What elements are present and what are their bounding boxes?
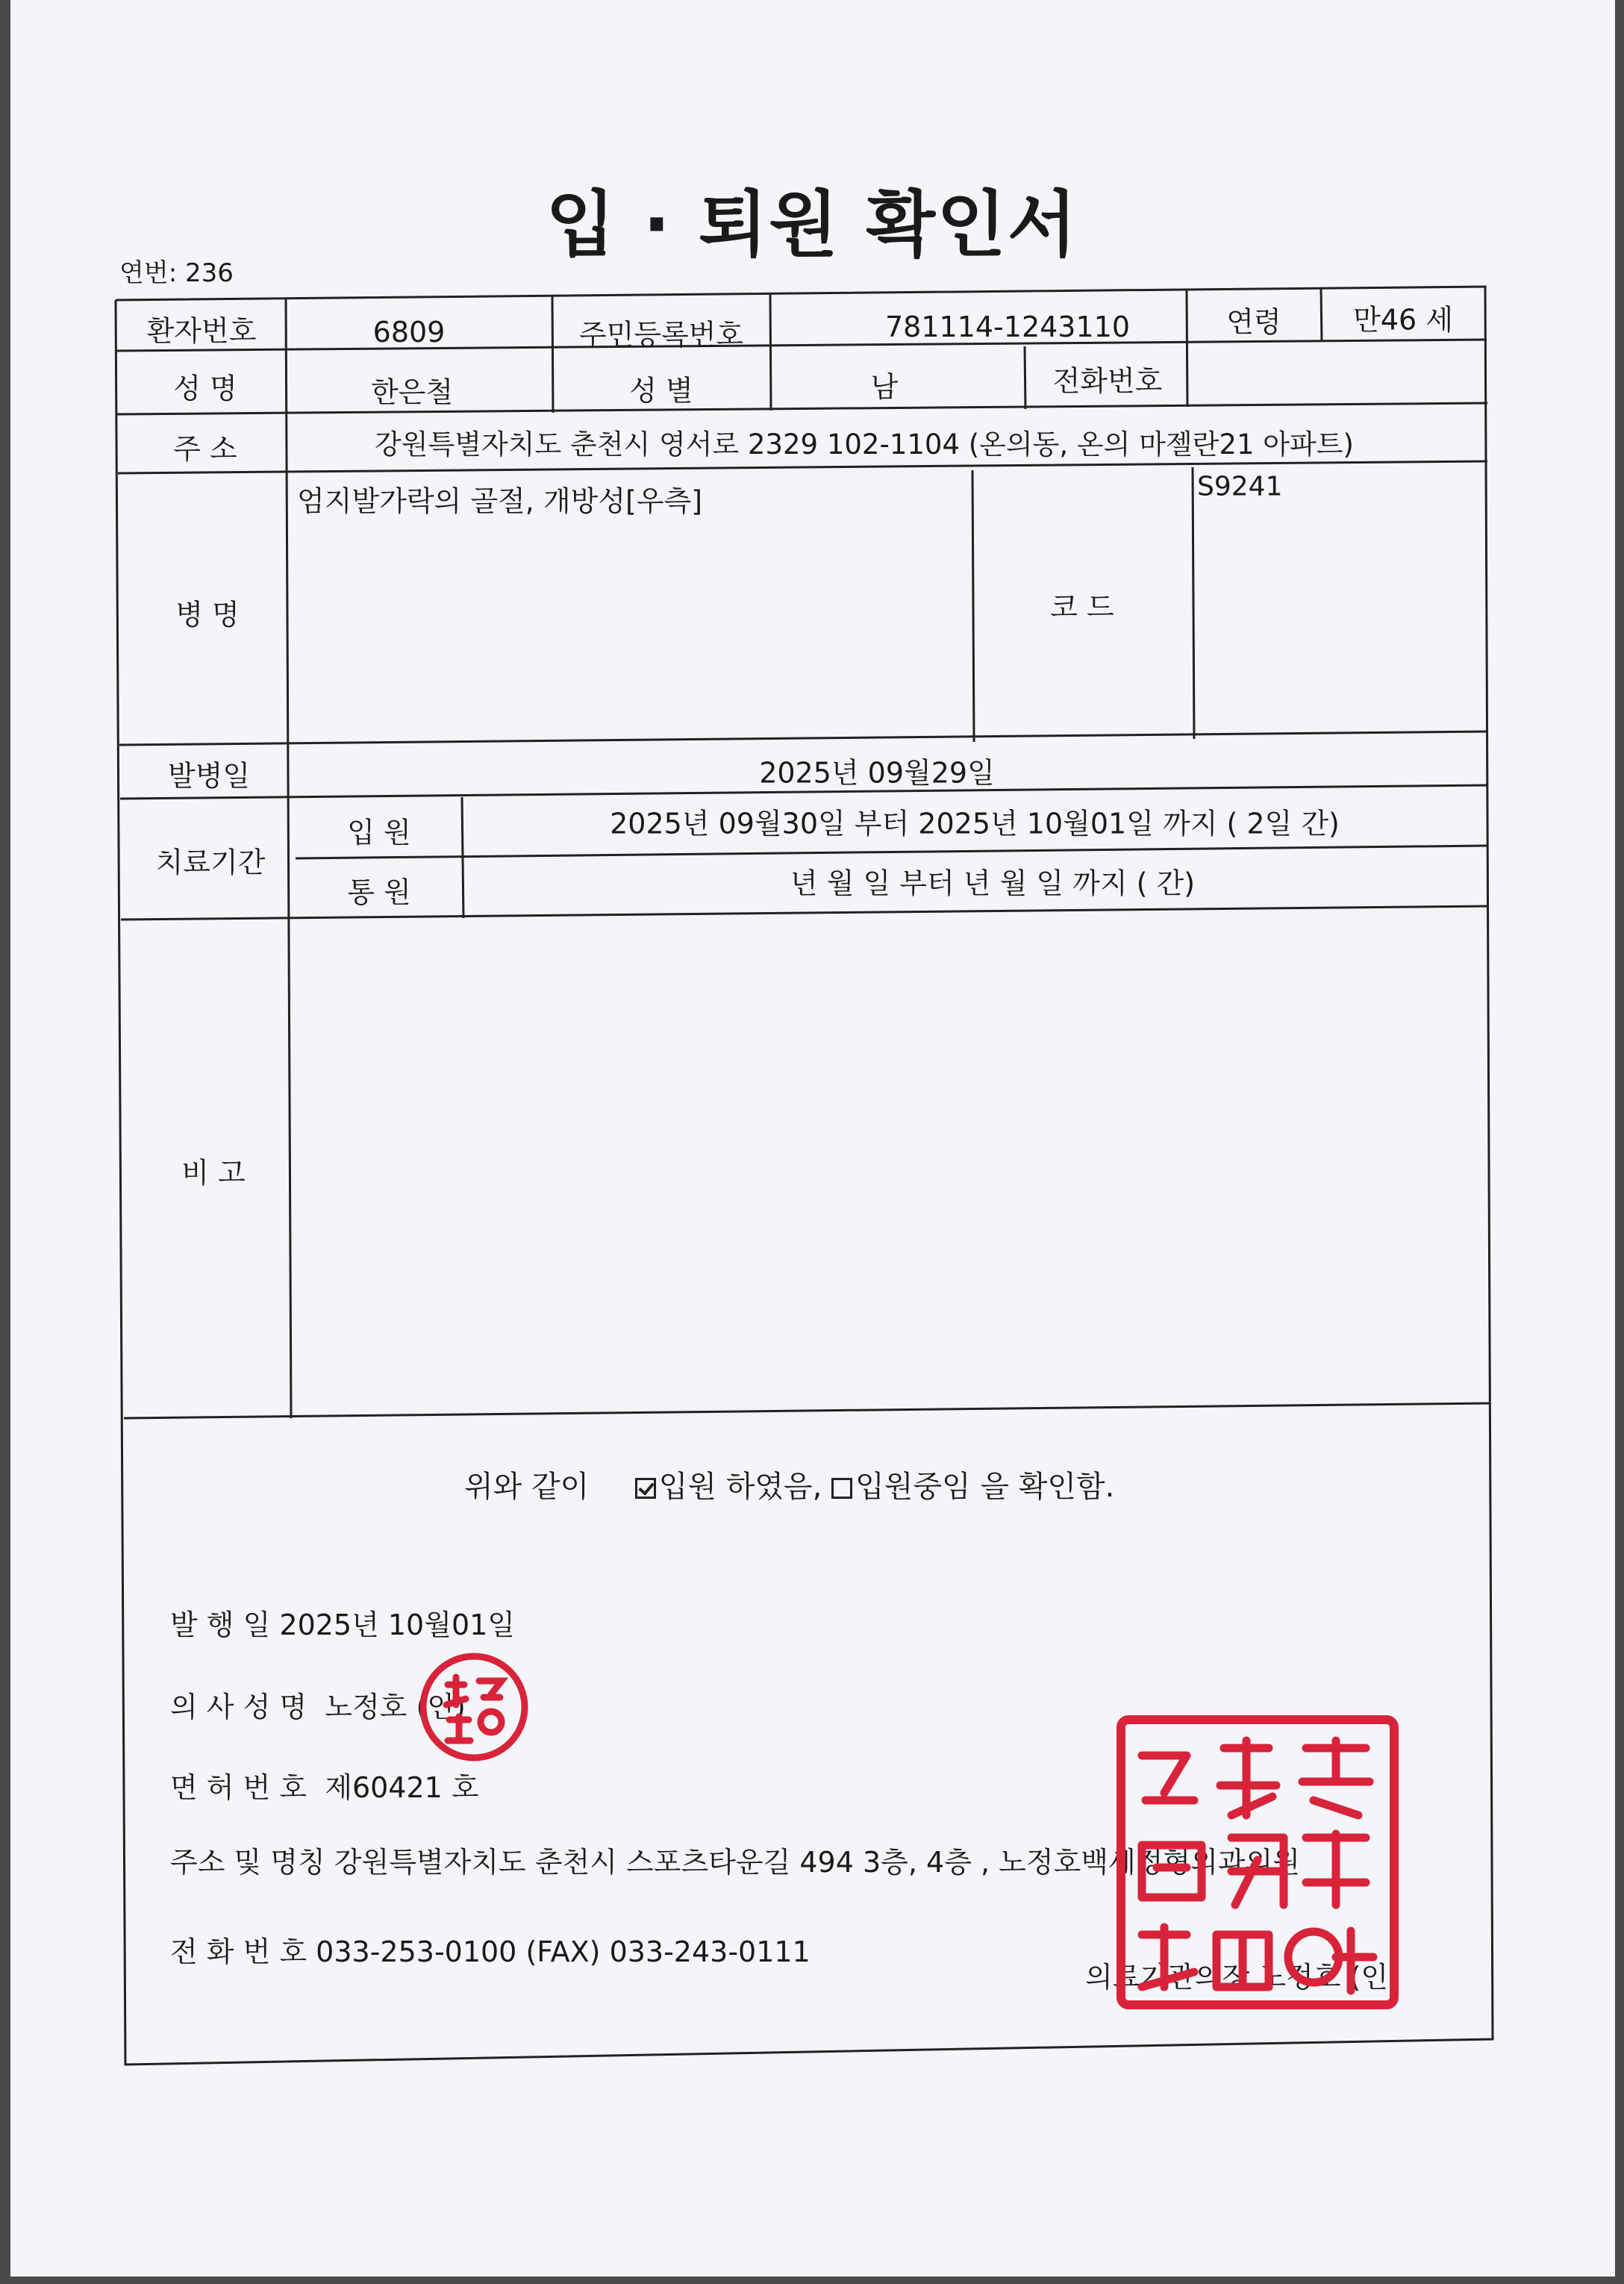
value-diagnosis: 엄지발가락의 골절, 개방성[우측] <box>297 484 703 518</box>
hospital-address-label: 주소 및 명칭 <box>170 1846 325 1879</box>
value-patient-no: 6809 <box>372 316 446 349</box>
label-patient-no: 환자번호 <box>146 314 257 348</box>
confirm-option-admitted: 입원 하였음, <box>658 1470 822 1504</box>
serial-number: 연번: 236 <box>119 258 234 288</box>
label-phone: 전화번호 <box>1052 364 1163 398</box>
label-address: 주 소 <box>173 432 237 466</box>
checkbox-in-hospital[interactable] <box>831 1478 852 1499</box>
doctor-seal-icon <box>418 1651 530 1763</box>
value-outpatient-period: 년 월 일 부터 년 월 일 까지 ( 간) <box>790 867 1196 900</box>
issue-date-label: 발 행 일 <box>170 1609 271 1641</box>
label-name: 성 명 <box>173 372 237 405</box>
confirm-option-in-hospital: 입원중임 <box>855 1470 971 1504</box>
license-number: 제60421 호 <box>325 1771 479 1804</box>
hospital-tel-label: 전 화 번 호 <box>170 1935 307 1968</box>
value-age: 만46 세 <box>1353 303 1453 337</box>
label-age: 연령 <box>1226 305 1281 339</box>
label-remarks: 비 고 <box>181 1156 246 1190</box>
license-label: 면 허 번 호 <box>170 1771 307 1804</box>
value-sex: 남 <box>870 370 899 404</box>
confirm-statement <box>464 1463 1114 1505</box>
head-signature: 의료기관의장 노정호 (인) <box>1085 1961 1399 1994</box>
checkbox-admitted[interactable] <box>635 1478 656 1499</box>
confirm-prefix: 위와 같이 <box>464 1470 590 1504</box>
value-onset: 2025년 09월29일 <box>759 756 995 790</box>
label-onset: 발병일 <box>167 759 251 793</box>
hospital-address: 강원특별자치도 춘천시 스포츠타운길 494 3층, 4층 , 노정호백세정형외과의원 <box>334 1846 1300 1879</box>
value-resident-no: 781114-1243110 <box>884 311 1131 343</box>
issue-date-value: 2025년 10월01일 <box>279 1609 516 1641</box>
issue-date-line <box>170 1602 515 1643</box>
doctor-label: 의 사 성 명 <box>170 1691 307 1723</box>
label-outpatient: 통 원 <box>347 876 411 909</box>
doctor-name: 노정호 (인) <box>325 1691 466 1723</box>
value-code: S9241 <box>1197 471 1283 502</box>
value-name: 한은철 <box>370 375 454 409</box>
value-address: 강원특별자치도 춘천시 영서로 2329 102-1104 (온의동, 온의 마젤란21 아파트) <box>375 428 1354 461</box>
label-diagnosis: 병 명 <box>175 598 240 631</box>
value-inpatient-period: 2025년 09월30일 부터 2025년 10월01일 까지 ( 2일 간) <box>610 807 1340 840</box>
hospital-tel-line <box>170 1929 811 1970</box>
license-line <box>170 1765 479 1806</box>
label-sex: 성 별 <box>629 374 693 408</box>
hospital-tel: 033-253-0100 (FAX) 033-243-0111 <box>316 1935 811 1968</box>
label-treatment-period: 치료기간 <box>155 846 266 879</box>
label-resident-no: 주민등록번호 <box>578 318 744 352</box>
label-inpatient: 입 원 <box>347 816 411 849</box>
label-code: 코 드 <box>1050 590 1114 624</box>
document-title: 입 · 퇴원 확인서 <box>546 183 1078 266</box>
confirm-suffix: 을 확인함. <box>980 1470 1115 1504</box>
hospital-seal-icon <box>1112 1711 1403 2014</box>
